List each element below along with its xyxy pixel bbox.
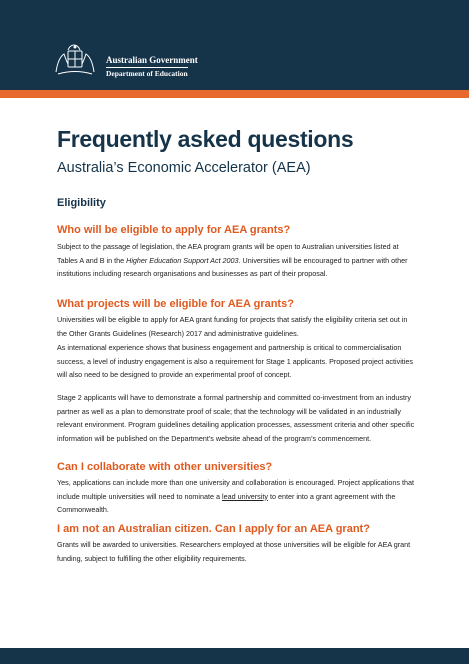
footer-band [0, 648, 469, 664]
faq-answer [57, 240, 417, 281]
answer-text: Yes, applications can include more than one university and collaboration is encouraged. Project applications that include multiple universities will need to nominate a [57, 478, 414, 501]
lead-university-link[interactable]: lead university [222, 491, 268, 501]
page-title: Frequently asked questions [57, 126, 354, 152]
coat-of-arms-icon [52, 42, 98, 78]
faq-answer: Universities will be eligible to apply for AEA grant funding for projects that satisfy the eligibility criteria set out in the Other Grants Guidelines (Research) 2017 and administrative guidelines. [57, 315, 408, 338]
faq-answer: Stage 2 applicants will have to demonstrate a formal partnership and committed co-investment from an industry partner as well as a plan to demonstrate proof of scale; that the technology will be validated in an industrially relevant environment. Program guidelines detailing application processes, assessment criteria and other specific information will be published on the Department’s website ahead of the program’s commencement. [57, 393, 415, 444]
department-name: Department of Education [106, 69, 188, 78]
page-subtitle: Australia’s Economic Accelerator (AEA) [57, 160, 311, 176]
faq-question: Can I collaborate with other universities? [57, 461, 273, 473]
answer-text: . Universities will be encouraged to partner with other institutions including research organisations and businesses as part of their proposal. [57, 255, 408, 279]
accent-band [0, 90, 469, 98]
faq-question: What projects will be eligible for AEA grants? [57, 298, 294, 310]
government-name: Australian Government [106, 55, 198, 65]
faq-answer: Grants will be awarded to universities. Researchers employed at those universities will be eligible for AEA grant funding, subject to fulfilling the other eligibility requirements. [57, 540, 411, 563]
answer-text: Subject to the passage of legislation, the AEA program grants will be open to Australian universities listed at Tables A and B in the [57, 242, 399, 265]
section-heading: Eligibility [57, 197, 106, 209]
act-title: Higher Education Support Act 2003 [126, 255, 239, 265]
header-banner [0, 0, 469, 90]
faq-answer [57, 476, 417, 517]
answer-text: to enter into a grant agreement with the Commonwealth. [57, 491, 396, 515]
faq-question: Who will be eligible to apply for AEA grants? [57, 224, 291, 236]
faq-question: I am not an Australian citizen. Can I apply for an AEA grant? [57, 523, 370, 535]
faq-answer: As international experience shows that business engagement and partnership is critical to commercialisation success, a level of industry engagement is also a requirement for Stage 1 applicants. Proposed project activities will also need to be designed to provide an experimental proof of concept. [57, 343, 413, 380]
